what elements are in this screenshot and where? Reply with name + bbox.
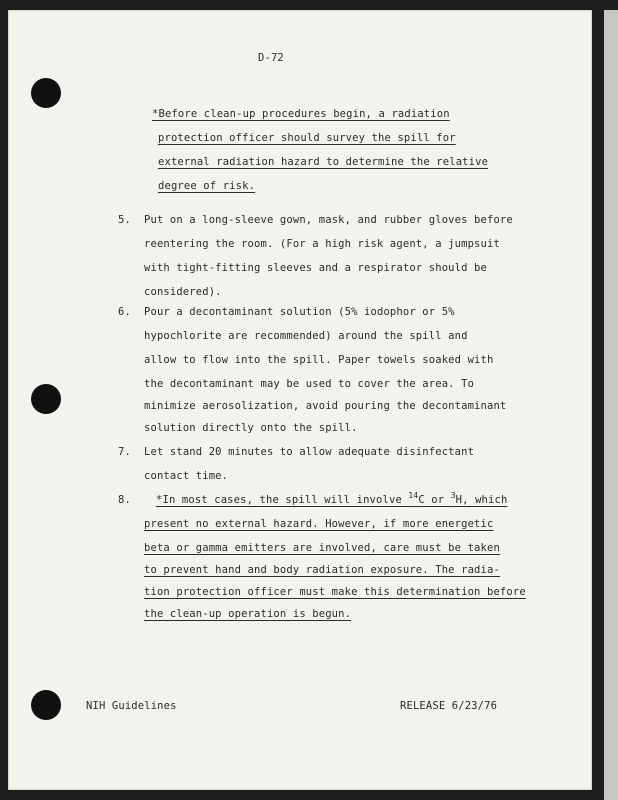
item-number: 6. (118, 306, 131, 318)
item-line: hypochlorite are recommended) around the spill and (144, 330, 468, 342)
item-line: with tight-fitting sleeves and a respirator should be (144, 262, 487, 274)
item-number: 8. (118, 494, 131, 506)
binder-hole-bottom (31, 690, 61, 720)
binder-hole-middle (31, 384, 61, 414)
item-line: Pour a decontaminant solution (5% iodophor or 5% (144, 306, 455, 318)
binder-hole-top (31, 78, 61, 108)
intro-note-line: external radiation hazard to determine the relative (158, 156, 489, 168)
page-number: D-72 (258, 52, 284, 64)
footer-left: NIH Guidelines (86, 700, 177, 712)
item-line: to prevent hand and body radiation exposure. The radia- (144, 564, 500, 576)
scan-frame-corner (592, 0, 618, 10)
item-line: the decontaminant may be used to cover the area. To (144, 378, 475, 390)
item-line: contact time. (144, 470, 229, 482)
item-line: allow to flow into the spill. Paper towels soaked with (144, 354, 494, 366)
item-line: reentering the room. (For a high risk agent, a jumpsuit (144, 238, 500, 250)
item-line: solution directly onto the spill. (144, 422, 358, 434)
item-line: Let stand 20 minutes to allow adequate disinfectant (144, 446, 475, 458)
item-line: present no external hazard. However, if more energetic (144, 518, 494, 530)
item-number: 5. (118, 214, 131, 226)
intro-note-line: *Before clean-up procedures begin, a radiation (152, 108, 450, 120)
item-line: minimize aerosolization, avoid pouring the decontaminant (144, 400, 507, 412)
item-line: beta or gamma emitters are involved, care must be taken (144, 542, 500, 554)
item-number: 7. (118, 446, 131, 458)
item-line: the clean-up operation is begun. (144, 608, 352, 620)
item-line: Put on a long-sleeve gown, mask, and rubber gloves before (144, 214, 513, 226)
scan-frame-edge (604, 0, 618, 800)
intro-note-line: degree of risk. (158, 180, 256, 192)
intro-note-line: protection officer should survey the spill for (158, 132, 456, 144)
item-line: tion protection officer must make this determination before (144, 586, 526, 598)
footer-right: RELEASE 6/23/76 (400, 700, 498, 712)
item-line-with-isotopes: *In most cases, the spill will involve $^{14}$C or $^3$H, which (156, 491, 508, 506)
item-line: considered). (144, 286, 222, 298)
